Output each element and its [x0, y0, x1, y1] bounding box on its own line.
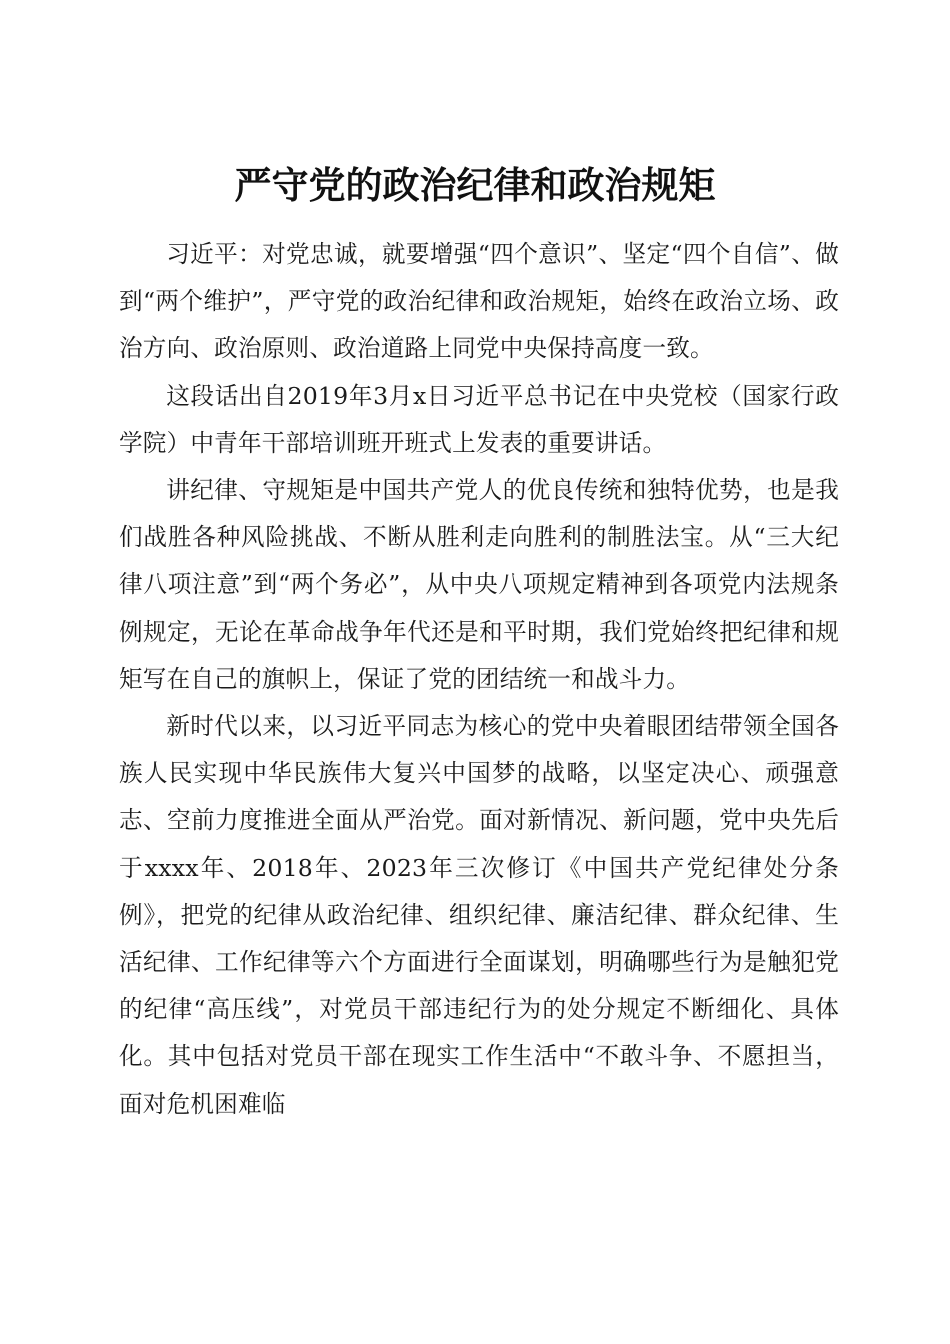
paragraph-new-era: 新时代以来，以习近平同志为核心的党中央着眼团结带领全国各族人民实现中华民族伟大复兴中国梦的战略，以坚定决心、顽强意志、空前力度推进全面从严治党。面对新情况、新问题，党中央先后于xxxx年、2018年、2023年三次修订《中国共产党纪律处分条例》，把党的纪律从政治纪律、组织纪律、廉洁纪律、群众纪律、生活纪律、工作纪律等六个方面进行全面谋划，明确哪些行为是触犯党的纪律“高压线”，对党员干部违纪行为的处分规定不断细化、具体化。其中包括对党员干部在现实工作生活中“不敢斗争、不愿担当，面对危机困难临: [119, 712, 839, 1118]
document-title: 严守党的政治纪律和政治规矩: [234, 162, 716, 207]
paragraph-tradition: 讲纪律、守规矩是中国共产党人的优良传统和独特优势，也是我们战胜各种风险挑战、不断从胜利走向胜利的制胜法宝。从“三大纪律八项注意”到“两个务必”，从中央八项规定精神到各项党内法规条例规定，无论在革命战争年代还是和平时期，我们党始终把纪律和规矩写在自己的旗帜上，保证了党的团结统一和战斗力。: [119, 476, 839, 693]
document-body: [119, 231, 839, 1128]
paragraph-source: 这段话出自2019年3月x日习近平总书记在中央党校（国家行政学院）中青年干部培训班开班式上发表的重要讲话。: [119, 381, 839, 457]
paragraph-quote: 习近平：对党忠诚，就要增强“四个意识”、坚定“四个自信”、做到“两个维护”，严守党的政治纪律和政治规矩，始终在政治立场、政治方向、政治原则、政治道路上同党中央保持高度一致。: [119, 240, 839, 363]
